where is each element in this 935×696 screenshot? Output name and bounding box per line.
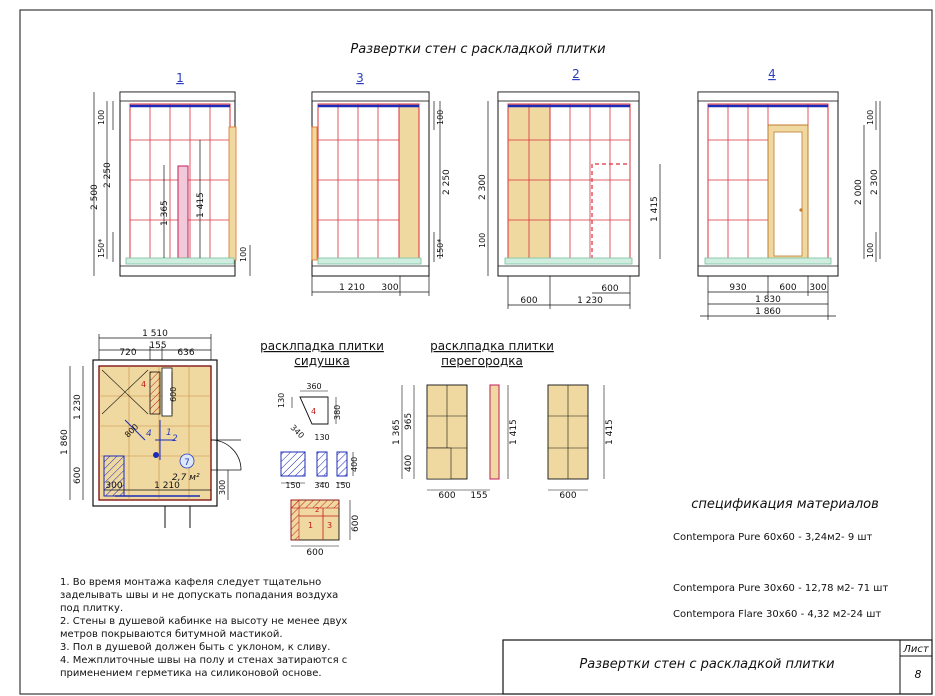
- sheet-label: Лист: [903, 644, 929, 655]
- svg-text:1 415: 1 415: [650, 196, 660, 222]
- svg-text:1 510: 1 510: [142, 329, 168, 339]
- svg-text:сидушка: сидушка: [294, 354, 350, 368]
- partition-tile-layout: [392, 339, 615, 501]
- svg-text:600: 600: [306, 548, 324, 558]
- elevation-3-label: 3: [356, 71, 364, 85]
- svg-text:2 250: 2 250: [442, 169, 452, 195]
- svg-text:300: 300: [381, 283, 399, 293]
- svg-text:340: 340: [314, 481, 330, 490]
- svg-text:130: 130: [277, 392, 286, 408]
- svg-text:600: 600: [169, 386, 178, 402]
- elevation-2-label: 2: [572, 67, 580, 81]
- svg-text:360: 360: [306, 382, 322, 391]
- note-line: метров покрываются битумной мастикой.: [60, 629, 283, 640]
- svg-text:600: 600: [559, 491, 577, 501]
- note-line: заделывать швы и не допускать попадания воздуха: [60, 590, 339, 601]
- svg-text:2,7 м²: 2,7 м²: [172, 473, 200, 483]
- note-line: 2. Стены в душевой кабинке на высоту не менее двух: [60, 616, 348, 627]
- svg-text:1 365: 1 365: [160, 200, 170, 226]
- svg-text:720: 720: [119, 348, 137, 358]
- svg-text:2: 2: [315, 506, 320, 514]
- svg-text:3: 3: [327, 521, 333, 530]
- seat-layout-title: расклпадка плитки: [260, 339, 384, 353]
- partition-layout-title: расклпадка плитки: [430, 339, 554, 353]
- page-title: Развертки стен с раскладкой плитки: [350, 42, 606, 57]
- svg-text:2: 2: [172, 434, 178, 444]
- spec-item: Contempora Pure 30x60 - 12,78 м2- 71 шт: [673, 583, 889, 594]
- svg-text:100: 100: [436, 109, 445, 125]
- svg-text:1 415: 1 415: [196, 192, 206, 218]
- svg-text:636: 636: [177, 348, 195, 358]
- svg-text:2 000: 2 000: [854, 179, 864, 205]
- svg-text:1 830: 1 830: [755, 295, 781, 305]
- svg-text:2 300: 2 300: [870, 169, 880, 195]
- svg-text:340: 340: [288, 423, 306, 441]
- note-line: 1. Во время монтажа кафеля следует тщательно: [60, 577, 322, 588]
- svg-text:600: 600: [73, 466, 83, 484]
- svg-text:155: 155: [149, 341, 167, 351]
- svg-text:2 500: 2 500: [90, 184, 100, 210]
- svg-text:965: 965: [404, 412, 414, 430]
- svg-text:100: 100: [239, 246, 248, 262]
- svg-text:155: 155: [470, 491, 488, 501]
- svg-text:4: 4: [311, 407, 317, 416]
- svg-text:1 210: 1 210: [154, 481, 180, 491]
- svg-text:2 300: 2 300: [478, 174, 488, 200]
- svg-text:100: 100: [866, 242, 875, 258]
- svg-text:1 230: 1 230: [577, 296, 603, 306]
- seat-piece-c: [337, 452, 347, 476]
- svg-text:130: 130: [314, 433, 330, 442]
- svg-text:150*: 150*: [436, 238, 445, 258]
- svg-text:600: 600: [779, 283, 797, 293]
- svg-text:4: 4: [141, 380, 147, 389]
- svg-text:150: 150: [285, 481, 301, 490]
- svg-text:1: 1: [308, 521, 314, 530]
- svg-text:7: 7: [184, 458, 190, 468]
- seat-tile-layout: [260, 339, 384, 558]
- svg-text:400: 400: [350, 456, 359, 472]
- svg-text:600: 600: [438, 491, 456, 501]
- svg-text:1 860: 1 860: [755, 307, 781, 317]
- svg-text:300: 300: [218, 479, 227, 495]
- svg-text:1: 1: [166, 428, 172, 438]
- svg-text:1 415: 1 415: [509, 419, 519, 445]
- elevation-3: [312, 71, 452, 296]
- spec-title: спецификация материалов: [691, 497, 879, 512]
- seat-piece-a: [281, 452, 305, 476]
- sheet-number: 8: [914, 668, 922, 681]
- notes-block: [60, 577, 347, 679]
- svg-text:100: 100: [866, 109, 875, 125]
- svg-text:перегородка: перегородка: [441, 354, 523, 368]
- note-line: применением герметика на силиконовой основе.: [60, 668, 322, 679]
- elevation-4: [698, 67, 880, 320]
- svg-text:1 210: 1 210: [339, 283, 365, 293]
- svg-text:600: 600: [520, 296, 538, 306]
- svg-text:4: 4: [146, 429, 152, 439]
- note-line: 3. Пол в душевой должен быть с уклоном, к сливу.: [60, 642, 331, 653]
- svg-text:600: 600: [351, 514, 361, 532]
- svg-text:150*: 150*: [97, 238, 106, 258]
- elevation-1-niche: [178, 166, 188, 258]
- elevation-1: [90, 71, 250, 276]
- svg-text:100: 100: [97, 109, 106, 125]
- elevation-4-label: 4: [768, 67, 776, 81]
- svg-text:1 365: 1 365: [392, 419, 402, 445]
- svg-text:400: 400: [404, 454, 414, 472]
- svg-text:2 250: 2 250: [103, 162, 113, 188]
- note-line: 4. Межплиточные швы на полу и стенах затираются с: [60, 655, 348, 666]
- svg-text:1 415: 1 415: [605, 419, 615, 445]
- title-block: [503, 640, 932, 694]
- title-block-title: Развертки стен с раскладкой плитки: [579, 657, 835, 672]
- seat-piece-b: [317, 452, 327, 476]
- spec-item: Contempora Pure 60x60 - 3,24м2- 9 шт: [673, 532, 873, 543]
- note-line: под плитку.: [60, 603, 124, 614]
- svg-text:800: 800: [123, 422, 141, 440]
- svg-text:380: 380: [333, 404, 342, 420]
- svg-text:300: 300: [105, 481, 123, 491]
- svg-text:1 230: 1 230: [73, 394, 83, 420]
- svg-text:930: 930: [729, 283, 747, 293]
- floor-plan: [60, 329, 241, 528]
- svg-text:1 860: 1 860: [60, 429, 70, 455]
- spec-item: Contempora Flare 30x60 - 4,32 м2-24 шт: [673, 609, 882, 620]
- partition-panel-b: [490, 385, 499, 479]
- svg-text:600: 600: [601, 284, 619, 294]
- svg-text:150: 150: [335, 481, 351, 490]
- elevation-1-label: 1: [176, 71, 184, 85]
- svg-text:300: 300: [809, 283, 827, 293]
- elevation-2: [478, 67, 660, 309]
- svg-text:100: 100: [478, 232, 487, 248]
